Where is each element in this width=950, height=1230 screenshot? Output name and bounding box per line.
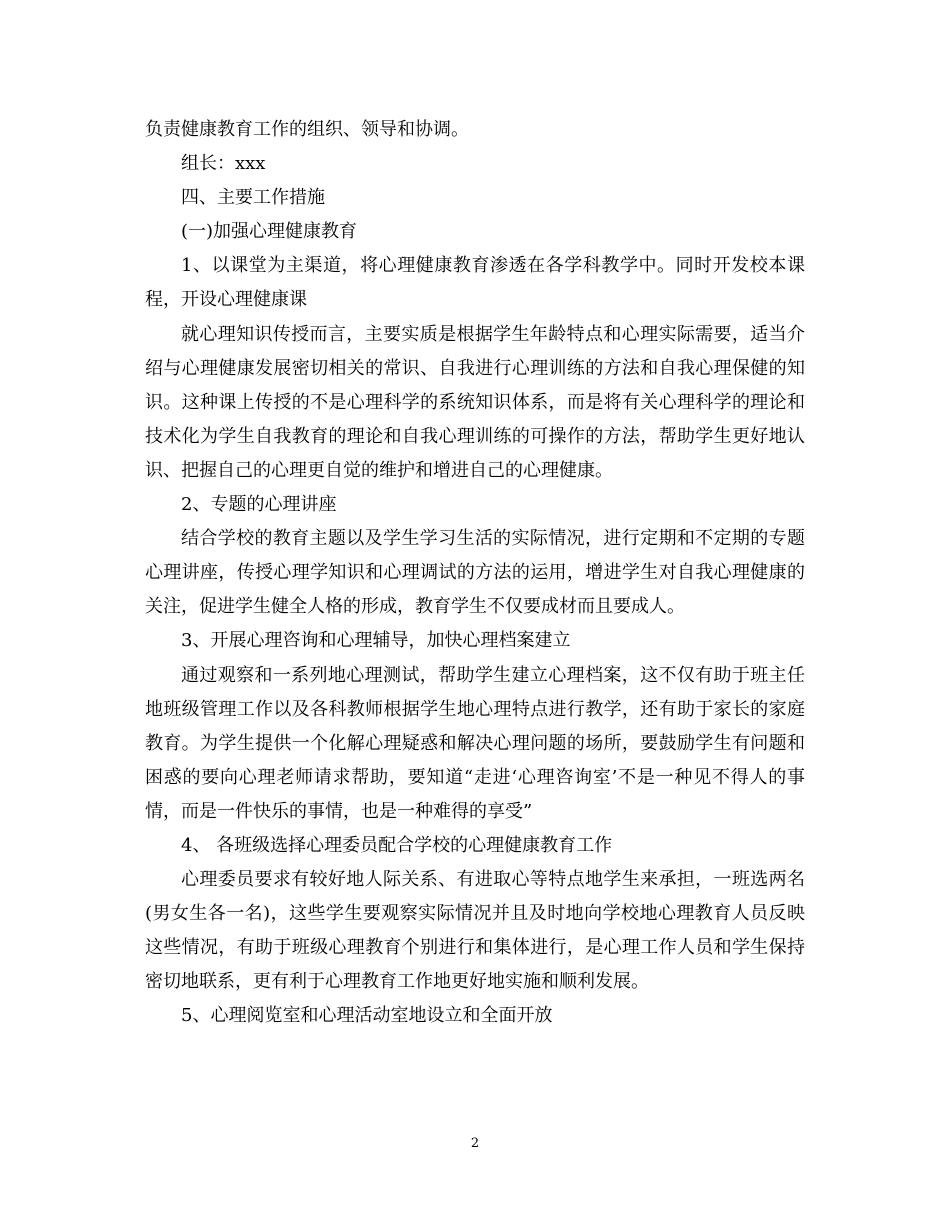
paragraph-counseling: 通过观察和一系列地心理测试，帮助学生建立心理档案，这不仅有助于班主任地班级管理工作以及各科教师根据学生地心理特点进行教学，还有助于家长的家庭教育。为学生提供一个化解心理疑惑和解决心理问题的场所，要鼓励学生有问题和困惑的要向心理老师请求帮助，要知道“走进‘心理咨询室’不是一种见不得人的事情，而是一件快乐的事情，也是一种难得的享受” [145,664,805,822]
paragraph-team-leader: 组长：xxx [181,153,266,175]
item-heading-1: 1、以课堂为主渠道，将心理健康教育渗透在各学科教学中。同时开发校本课程，开设心理健康课 [145,255,805,311]
document-body [145,113,805,1034]
paragraph-committee-members: 心理委员要求有较好地人际关系、有进取心等特点地学生来承担，一班选两名(男女生各一名)，这些学生要观察实际情况并且及时地向学校地心理教育人员反映这些情况，有助于班级心理教育个别进行和集体进行，是心理工作人员和学生保持密切地联系，更有利于心理教育工作地更好地实施和顺利发展。 [145,869,805,993]
section-heading-main-measures: 四、主要工作措施 [181,187,325,209]
subsection-heading-strengthen-education: (一)加强心理健康教育 [181,221,358,243]
item-heading-4: 4、 各班级选择心理委员配合学校的心理健康教育工作 [181,834,613,856]
item-heading-5: 5、心理阅览室和心理活动室地设立和全面开放 [181,1005,553,1027]
paragraph-lectures: 结合学校的教育主题以及学生学习生活的实际情况，进行定期和不定期的专题心理讲座，传授心理学知识和心理调试的方法的运用，增进学生对自我心理健康的关注，促进学生健全人格的形成，教育学生不仅要成材而且要成人。 [145,528,805,618]
paragraph-1: 负责健康教育工作的组织、领导和协调。 [145,119,469,140]
item-heading-3: 3、开展心理咨询和心理辅导，加快心理档案建立 [181,630,571,652]
item-heading-2: 2、专题的心理讲座 [181,494,337,516]
page-number: 2 [470,1136,480,1151]
paragraph-knowledge-teaching: 就心理知识传授而言，主要实质是根据学生年龄特点和心理实际需要，适当介绍与心理健康发展密切相关的常识、自我进行心理训练的方法和自我心理保健的知识。这种课上传授的不是心理科学的系统知识体系，而是将有关心理科学的理论和技术化为学生自我教育的理论和自我心理训练的可操作的方法，帮助学生更好地认识、把握自己的心理更自觉的维护和增进自己的心理健康。 [145,323,805,481]
